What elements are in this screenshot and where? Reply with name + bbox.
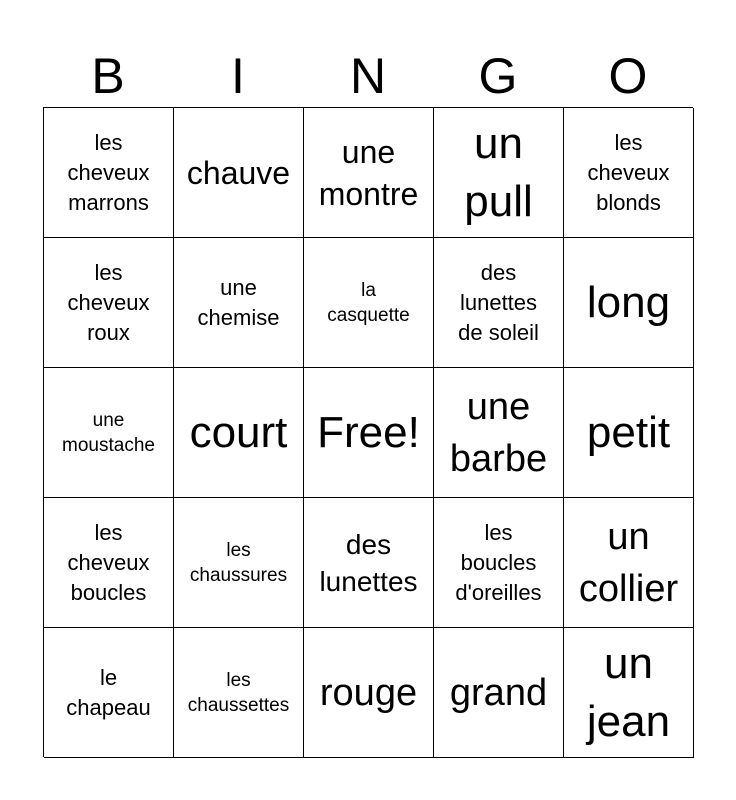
bingo-cell[interactable] (564, 498, 694, 628)
bingo-cell[interactable] (434, 108, 564, 238)
cell-label: les cheveux boucles (67, 519, 150, 605)
cell-label: les boucles d'oreilles (455, 519, 542, 605)
cell-label: les cheveux blonds (587, 129, 670, 215)
free-space[interactable] (304, 368, 434, 498)
cell-label: un collier (578, 515, 679, 610)
header-letter-n: N (349, 48, 387, 104)
bingo-cell[interactable] (434, 498, 564, 628)
header-letter-g: G (478, 48, 518, 104)
cell-label: des lunettes de soleil (458, 259, 539, 345)
cell-label: les cheveux roux (67, 259, 150, 345)
header-letter-o: O (608, 48, 648, 104)
cell-label: une moustache (62, 409, 155, 456)
cell-label: rouge (319, 671, 418, 714)
cell-label: long (586, 277, 671, 327)
header-letter-i: I (231, 48, 245, 104)
bingo-cell[interactable] (174, 368, 304, 498)
bingo-cell[interactable] (434, 368, 564, 498)
cell-label: une chemise (197, 274, 280, 330)
cell-label: petit (586, 407, 671, 457)
bingo-cell[interactable] (174, 238, 304, 368)
bingo-cell[interactable] (44, 628, 174, 758)
header-letter-b: B (91, 48, 125, 104)
cell-label: les chaussettes (187, 669, 290, 716)
cell-label: le chapeau (66, 664, 151, 720)
cell-label: la casquette (327, 279, 410, 326)
bingo-cell[interactable] (174, 498, 304, 628)
cell-label: chauve (186, 154, 291, 191)
cell-label: un jean (586, 638, 671, 746)
bingo-cell[interactable] (564, 368, 694, 498)
bingo-cell[interactable] (304, 498, 434, 628)
bingo-cell[interactable] (564, 108, 694, 238)
bingo-cell[interactable] (564, 238, 694, 368)
bingo-cell[interactable] (44, 498, 174, 628)
bingo-cell[interactable] (304, 108, 434, 238)
bingo-cell[interactable] (44, 368, 174, 498)
bingo-cell[interactable] (434, 238, 564, 368)
bingo-cell[interactable] (434, 628, 564, 758)
cell-label: court (189, 407, 288, 457)
bingo-cell[interactable] (304, 238, 434, 368)
cell-label: un pull (464, 118, 533, 226)
bingo-cell[interactable] (44, 108, 174, 238)
bingo-cell[interactable] (44, 238, 174, 368)
free-space-label: Free! (317, 407, 420, 457)
cell-label: les chaussures (189, 539, 288, 586)
cell-label: une montre (318, 133, 419, 212)
cell-label: les cheveux marrons (67, 129, 150, 215)
bingo-header (43, 48, 693, 104)
bingo-board (43, 107, 693, 757)
cell-label: des lunettes (319, 528, 418, 597)
bingo-cell[interactable] (174, 108, 304, 238)
bingo-cell[interactable] (304, 628, 434, 758)
bingo-cell[interactable] (564, 628, 694, 758)
cell-label: une barbe (449, 385, 548, 480)
bingo-cell[interactable] (174, 628, 304, 758)
cell-label: grand (449, 671, 548, 714)
